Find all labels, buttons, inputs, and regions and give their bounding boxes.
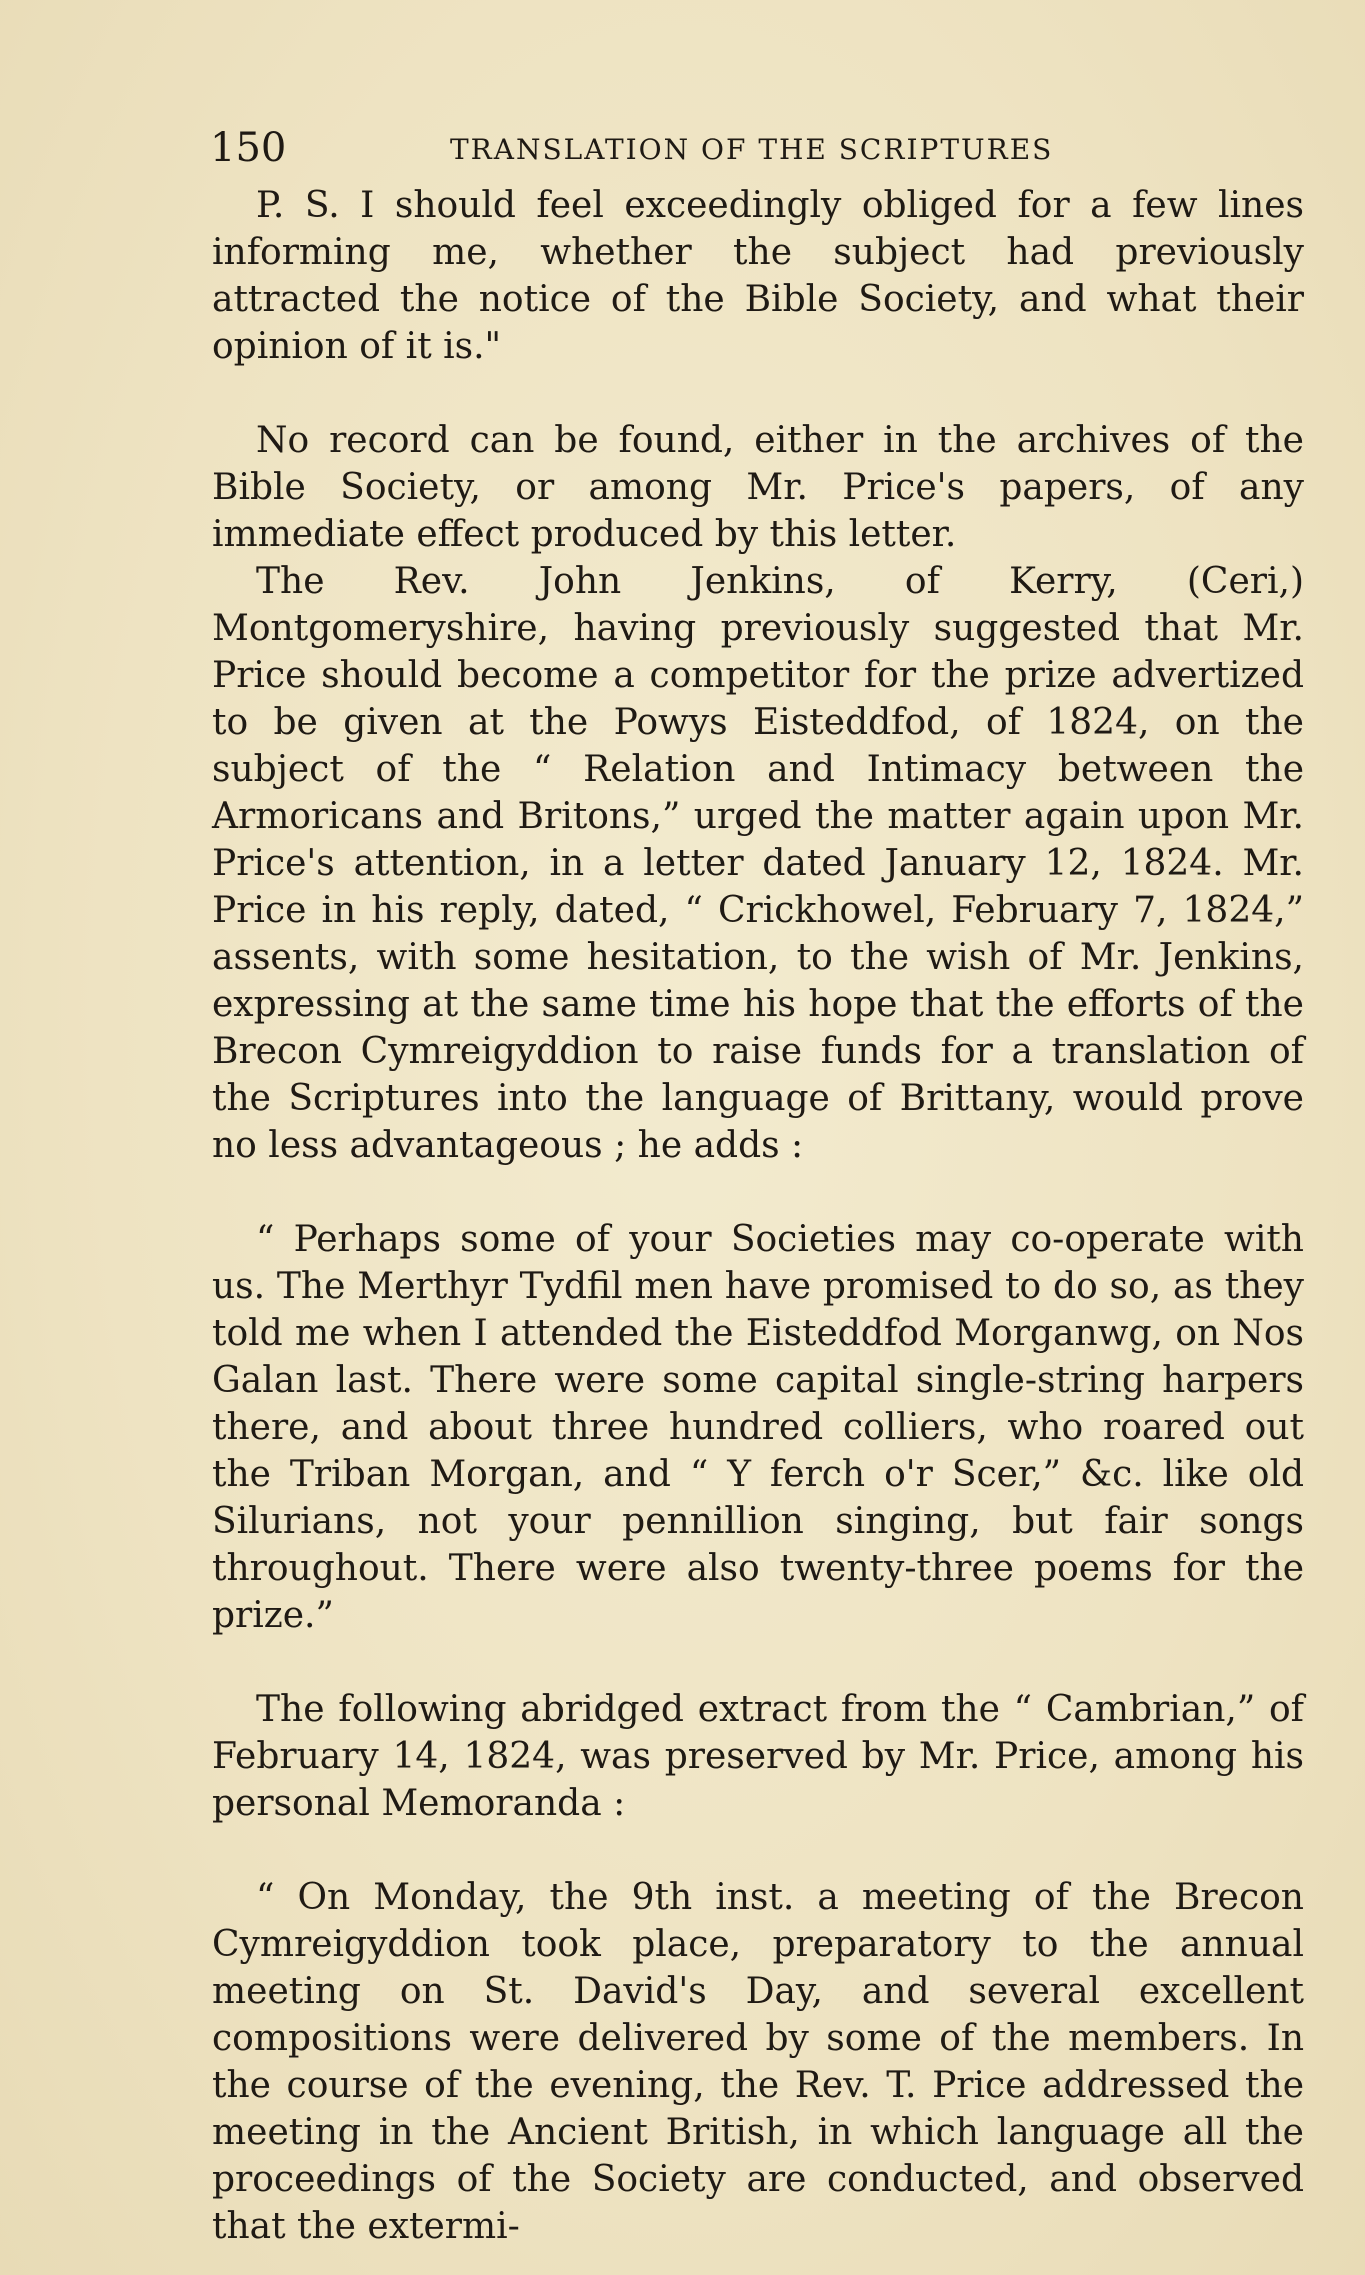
body-text: [212, 182, 1304, 2250]
page-header: [210, 118, 1210, 178]
running-head: TRANSLATION OF THE SCRIPTURES: [450, 133, 1054, 166]
paragraph-no-record: No record can be found, either in the archives of the Bible Society, or among Mr. Price's papers, of any immediate effect produced by this letter.: [212, 420, 1304, 555]
paragraph-postscript: P. S. I should feel exceedingly obliged for a few lines informing me, whether the subject had previously attracted the notice of the Bible Society, and what their opinion of it is.": [212, 185, 1304, 367]
paragraph-cambrian-extract: The following abridged extract from the “ Cambrian,” of February 14, 1824, was preserved by Mr. Price, among his personal Memoranda :: [212, 1689, 1304, 1824]
quote-monday-meeting: “ On Monday, the 9th inst. a meeting of the Brecon Cymreigyddion took place, preparatory to the annual meeting on St. David's Day, and several excellent compositions were delivered by some of the members. In the course of the evening, the Rev. T. Price addressed the meeting in the Ancient British, in which language all the proceedings of the Society are conducted, and observed that the extermi-: [212, 1877, 1304, 2247]
paragraph-jenkins: The Rev. John Jenkins, of Kerry, (Ceri,) Montgomeryshire, having previously suggested that Mr. Price should become a competitor for the prize advertized to be given at the Powys Eisteddfod, of 1824, on the subject of the “ Relation and Intimacy between the Armoricans and Britons,” urged the matter again upon Mr. Price's attention, in a letter dated January 12, 1824. Mr. Price in his reply, dated, “ Crickhowel, February 7, 1824,” assents, with some hesitation, to the wish of Mr. Jenkins, expressing at the same time his hope that the efforts of the Brecon Cymreigyddion to raise funds for a translation of the Scriptures into the language of Brittany, would prove no less advantageous ; he adds :: [212, 561, 1304, 1166]
quote-perhaps: “ Perhaps some of your Societies may co-operate with us. The Merthyr Tydfil men have promised to do so, as they told me when I attended the Eisteddfod Morganwg, on Nos Galan last. There were some capital single-string harpers there, and about three hundred colliers, who roared out the Triban Morgan, and “ Y ferch o'r Scer,” &c. like old Silurians, not your pennillion singing, but fair songs throughout. There were also twenty-three poems for the prize.”: [212, 1219, 1304, 1636]
page-number: 150: [210, 125, 287, 171]
